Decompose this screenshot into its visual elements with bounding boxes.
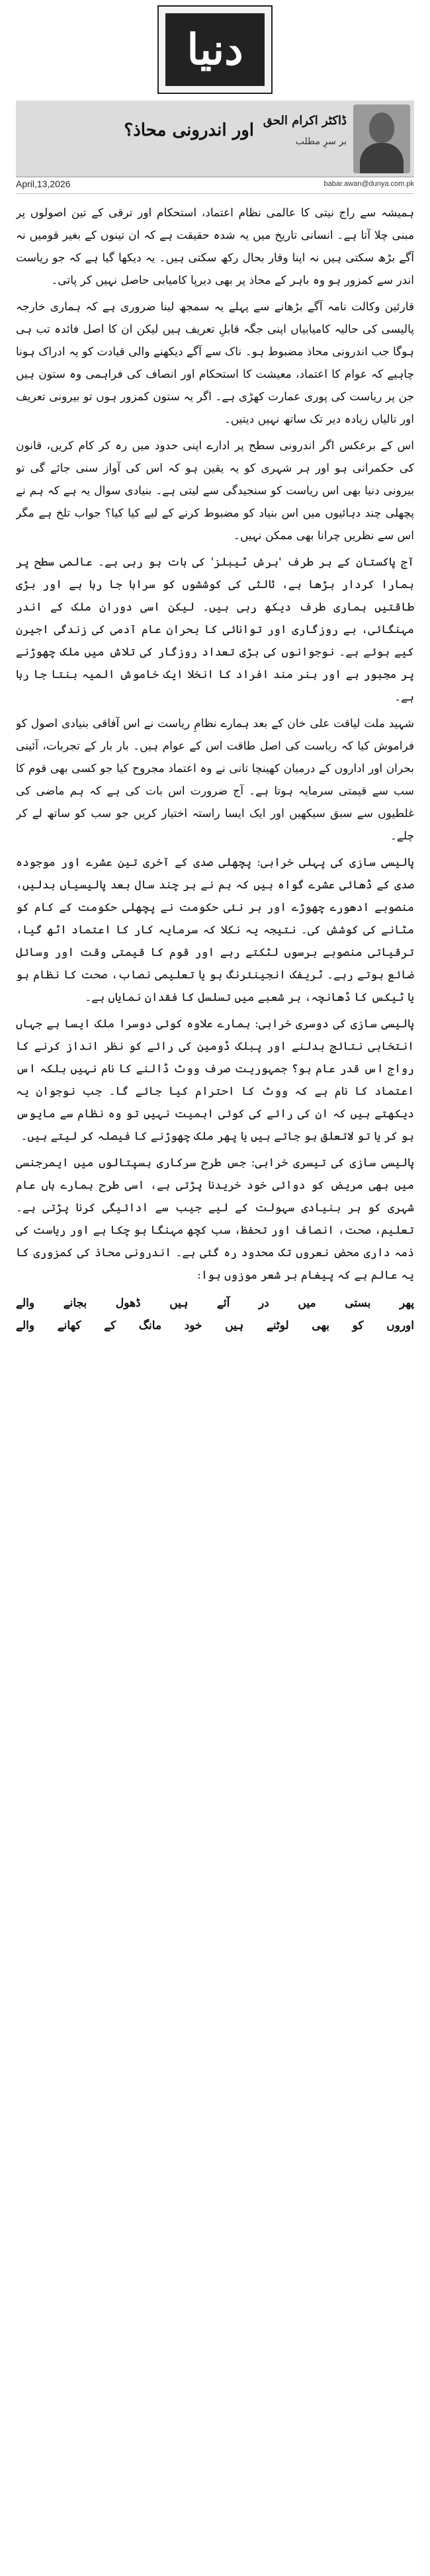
author-name: ڈاکٹر اکرام الحق (263, 114, 347, 128)
publish-date: April,13,2026 (16, 179, 71, 189)
author-email: babar.awan@dunya.com.pk (323, 180, 414, 188)
newspaper-logo (157, 5, 273, 94)
closing-poem (16, 1292, 414, 1337)
column-title: بر سرِ مطلب (295, 136, 347, 147)
article-body (16, 202, 414, 2567)
article-paragraph: پالیسی سازی کی دوسری خرابی: ہمارے علاوہ کوئی دوسرا ملک ایسا ہے جہاں انتخابی نتائج بدلنے اور پبلک ڈومین کی رائے کو نظر انداز کرنے کا رواج اس قدر عام ہو؟ جمہوریت صرف ووٹ ڈالنے کا نام نہیں بلکہ اس اعتماد کا نام ہے کہ ووٹ کا احترام کیا جائے گا۔ جب نوجوان یہ دیکھتے ہیں کہ ان کی رائے کی کوئی اہمیت نہیں تو وہ نظام سے مایوس ہو کر یا تو لاتعلق ہو جاتے ہیں یا پھر ملک چھوڑنے کا فیصلہ کر لیتے ہیں۔ (16, 1017, 414, 1143)
author-photo (353, 105, 410, 173)
article-paragraph: آج پاکستان کے ہر طرف 'ہرش ٹیبلز' کی بات ہو رہی ہے۔ عالمی سطح پر ہمارا کردار بڑھا ہے، ثالثی کی کوششوں کو سراہا جا رہا ہے اور بڑی طاقتیں ہماری طرف دیکھ رہی ہیں۔ لیکن اسی دوران ملک کے اندر مہنگائی، بے روزگاری اور توانائی کا بحران عام آدمی کی زندگی اجیرن کیے ہوئے ہے۔ نوجوانوں کی بڑی تعداد روزگار کی تلاش میں ملک چھوڑنے پر مجبور ہے اور ہنر مند افراد کا انخلا ایک خاموش المیہ بنتا جا رہا ہے۔ (16, 556, 414, 704)
column-header (16, 101, 414, 177)
article-paragraph: شہید ملت لیاقت علی خان کے بعد ہمارے نظامِ ریاست نے اس آفاقی بنیادی اصول کو فراموش کیا کہ ریاست کی اصل طاقت اس کے عوام ہیں۔ بار بار کے تجربات، آئینی بحران اور اداروں کے درمیان کھینچا تانی نے وہ اعتماد مجروح کیا جو کسی بھی قوم کا سب سے قیمتی سرمایہ ہوتا ہے۔ آج ضرورت اس بات کی ہے کہ ہم ماضی کی غلطیوں سے سبق سیکھیں اور ایک ایسا راستہ اختیار کریں جو سب کو ساتھ لے کر چلے۔ (16, 717, 414, 843)
newspaper-logo-text: دنیا (165, 13, 265, 86)
header-divider (16, 193, 414, 194)
article-paragraph: ہمیشہ سے راج نیتی کا عالمی نظام اعتماد، استحکام اور ترقی کے تین اصولوں پر مبنی چلا آتا ہے۔ انسانی تاریخ میں یہ شدہ حقیقت ہے کہ ان تینوں کے بغیر قومیں نہ آگے بڑھ سکتی ہیں نہ اپنا وقار بحال رکھ سکتی ہیں۔ یہ دیکھا گیا ہے کہ جو ریاست اندر سے کمزور ہو وہ باہر کے محاذ پر بھی دیرپا کامیابی حاصل نہیں کر پاتی۔ (16, 206, 414, 287)
poem-line: پھر بستی میں در آئے ہیں ڈھول بجانے والے (16, 1297, 414, 1310)
article-paragraph: پالیسی سازی کی پہلی خرابی: پچھلی صدی کے آخری تین عشرے اور موجودہ صدی کے ڈھائی عشرے گواہ ہیں کہ ہم نے ہر چند سال بعد پالیسیاں بدلیں، منصوبے ادھورے چھوڑے اور ہر نئی حکومت نے پچھلی حکومت کے کام کو مٹانے کی کوشش کی۔ نتیجہ یہ نکلا کہ سرمایہ کار کا اعتماد اٹھ گیا، ترقیاتی منصوبے برسوں لٹکتے رہے اور قوم کا قیمتی وقت اور وسائل ضائع ہوتے رہے۔ ٹریفک انجینئرنگ ہو یا تعلیمی نصاب، صحت کا نظام ہو یا ٹیکس کا ڈھانچہ، ہر شعبے میں تسلسل کا فقدان نمایاں ہے۔ (16, 856, 414, 1004)
poem-line: اوروں کو بھی لوٹنے ہیں خود مانگ کے کھانے والے (16, 1319, 414, 1332)
masthead (0, 0, 430, 99)
article-paragraph: پالیسی سازی کی تیسری خرابی: جس طرح سرکاری ہسپتالوں میں ایمرجنسی میں بھی مریض کو دوائی خود خریدنا پڑتی ہے، اسی طرح ہمارے ہاں عام شہری کو ہر بنیادی سہولت کے لیے جیب سے ادائیگی کرنا پڑتی ہے۔ تعلیم، صحت، انصاف اور تحفظ، سب کچھ مہنگا ہو چکا ہے اور ریاست کی ذمہ داری محض نعروں تک محدود رہ گئی ہے۔ اندرونی محاذ کی کمزوری کا یہ عالم ہے کہ پیغام بر شعر موزوں ہوا: (16, 1156, 414, 1282)
article-paragraph: قارئین وکالت نامہ آگے بڑھانے سے پہلے یہ سمجھ لینا ضروری ہے کہ ہماری خارجہ پالیسی کی حالیہ کامیابیاں اپنی جگہ قابلِ تعریف ہیں لیکن ان کا اصل فائدہ تب ہی ہوگا جب اندرونی محاذ مضبوط ہو۔ ناک سے آگے دیکھنے والی قیادت کو یہ ادراک ہونا چاہیے کہ عوام کا اعتماد، معیشت کا استحکام اور انصاف کی فراہمی وہ ستون ہیں جن پر ریاست کی پوری عمارت کھڑی ہے۔ اگر یہ ستون کمزور ہوں تو بیرونی تعریف اور تالیاں زیادہ دیر تک ساتھ نہیں دیتیں۔ (16, 300, 414, 426)
article-paragraph: اس کے برعکس اگر اندرونی سطح پر ادارے اپنی حدود میں رہ کر کام کریں، قانون کی حکمرانی ہو اور ہر شہری کو یہ یقین ہو کہ اس کی آواز سنی جائے گی تو بیرونی دنیا بھی اس ریاست کو سنجیدگی سے لیتی ہے۔ بنیادی سوال یہ ہے کہ ہم نے پچھلی چند دہائیوں میں اس بنیاد کو مضبوط کرنے کے لیے کیا کیا؟ جواب تلخ ہے مگر اس سے نظریں چرانا بھی ممکن نہیں۔ (16, 439, 414, 542)
column-headline: اور اندرونی محاذ؟ (124, 120, 254, 140)
